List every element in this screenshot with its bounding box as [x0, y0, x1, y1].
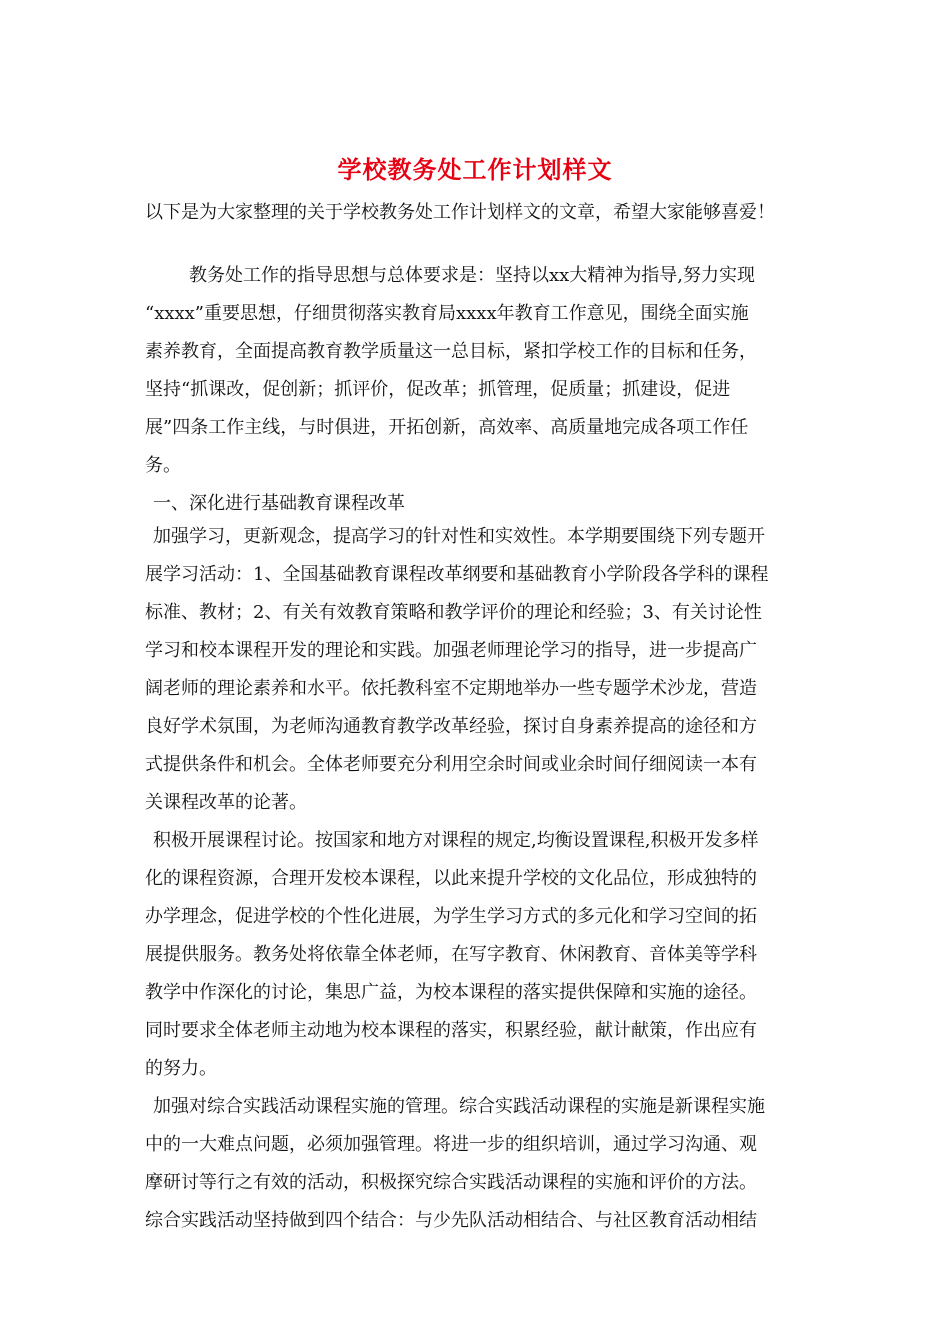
text-line: 阔老师的理论素养和水平。依托教科室不定期地举办一些专题学术沙龙，营造	[145, 678, 757, 699]
heading-line: 一、深化进行基础教育课程改革	[153, 493, 405, 514]
text-line: 良好学术氛围，为老师沟通教育教学改革经验，探讨自身素养提高的途径和方	[145, 716, 757, 737]
paragraph-practice	[145, 1088, 810, 1240]
text-line: 同时要求全体老师主动地为校本课程的落实，积累经验，献计献策，作出应有	[145, 1020, 757, 1041]
text-line: 坚持“抓课改，促创新；抓评价，促改革；抓管理，促质量；抓建设，促进	[145, 379, 731, 400]
text-line: 展学习活动：1、全国基础教育课程改革纲要和基础教育小学阶段各学科的课程	[145, 564, 769, 585]
text-line: 学习和校本课程开发的理论和实践。加强老师理论学习的指导，进一步提高广	[145, 640, 757, 661]
text-line: 办学理念，促进学校的个性化进展，为学生学习方式的多元化和学习空间的拓	[145, 906, 757, 927]
text-line: 综合实践活动坚持做到四个结合：与少先队活动相结合、与社区教育活动相结	[145, 1210, 757, 1231]
text-line: 展”四条工作主线，与时俱进，开拓创新，高效率、高质量地完成各项工作任	[145, 417, 749, 438]
paragraph-curriculum	[145, 822, 810, 1088]
paragraph-guiding-ideology	[145, 257, 810, 485]
text-line: 教学中作深化的讨论，集思广益，为校本课程的落实提供保障和实施的途径。	[145, 982, 757, 1003]
text-line: 关课程改革的论著。	[145, 792, 307, 813]
text-line: “xxxx”重要思想，仔细贯彻落实教育局xxxx年教育工作意见，围绕全面实施	[145, 303, 749, 324]
text-line: 的努力。	[145, 1058, 217, 1079]
text-line: 标准、教材；2、有关有效教育策略和教学评价的理论和经验；3、有关讨论性	[145, 602, 762, 623]
text-line: 中的一大难点问题，必须加强管理。将进一步的组织培训，通过学习沟通、观	[145, 1134, 757, 1155]
text-line: 素养教育，全面提高教育教学质量这一总目标，紧扣学校工作的目标和任务，	[145, 341, 757, 362]
text-line: 摩研讨等行之有效的活动，积极探究综合实践活动课程的实施和评价的方法。	[145, 1172, 757, 1193]
text-line: 展提供服务。教务处将依靠全体老师，在写字教育、休闲教育、音体美等学科	[145, 944, 757, 965]
text-line: 教务处工作的指导思想与总体要求是：坚持以xx大精神为指导,努力实现	[189, 265, 756, 286]
text-line: 加强对综合实践活动课程实施的管理。综合实践活动课程的实施是新课程实施	[153, 1096, 765, 1117]
document-title: 学校教务处工作计划样文	[337, 155, 613, 184]
text-line: 积极开展课程讨论。按国家和地方对课程的规定,均衡设置课程,积极开发多样	[153, 830, 759, 851]
intro-text: 以下是为大家整理的关于学校教务处工作计划样文的文章，希望大家能够喜爱！	[145, 202, 775, 223]
text-line: 式提供条件和机会。全体老师要充分利用空余时间或业余时间仔细阅读一本有	[145, 754, 757, 775]
text-line: 化的课程资源，合理开发校本课程，以此来提升学校的文化品位，形成独特的	[145, 868, 757, 889]
text-line: 加强学习，更新观念，提高学习的针对性和实效性。本学期要围绕下列专题开	[153, 526, 765, 547]
paragraph-study	[145, 518, 810, 822]
text-line: 务。	[145, 455, 181, 476]
